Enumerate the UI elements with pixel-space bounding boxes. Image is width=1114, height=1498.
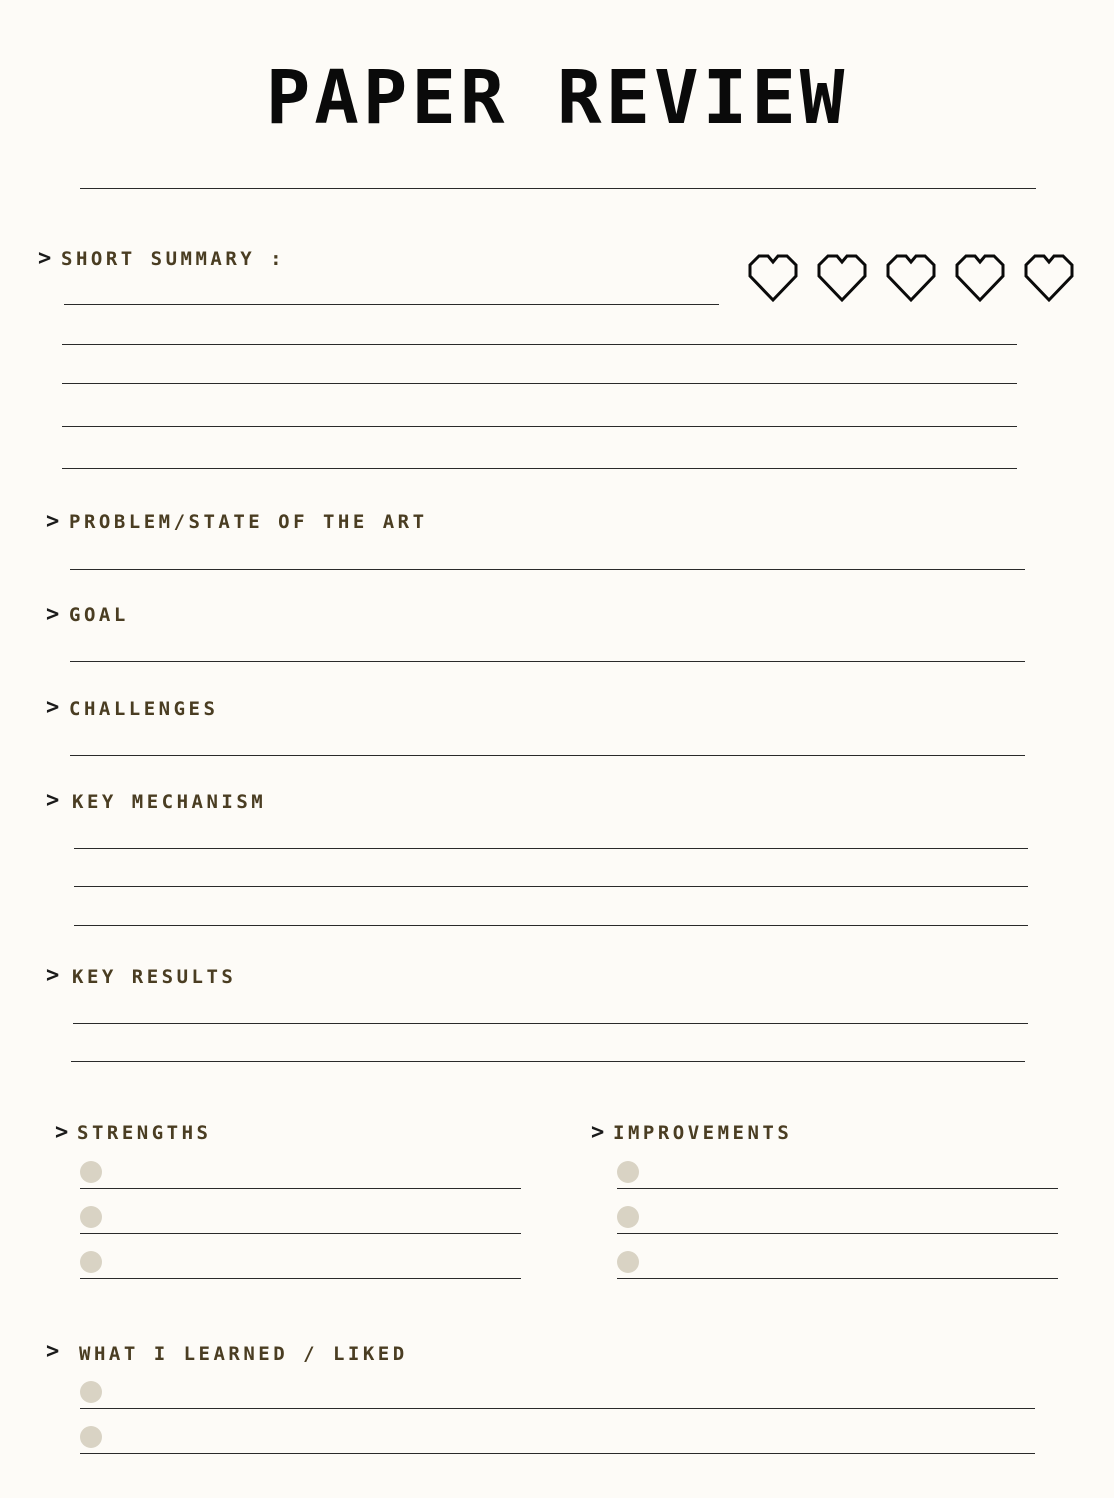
strengths-arrow-icon: > <box>55 1120 69 1145</box>
summary-line-4[interactable] <box>62 426 1017 427</box>
improvement-line-1[interactable] <box>617 1188 1058 1189</box>
short-summary-label: SHORT SUMMARY : <box>61 248 286 270</box>
key-results-arrow-icon: > <box>46 963 60 988</box>
heart-icon[interactable] <box>882 250 939 306</box>
bullet-dot-icon <box>617 1161 639 1183</box>
improvement-line-3[interactable] <box>617 1278 1058 1279</box>
goal-arrow-icon: > <box>46 602 60 627</box>
heart-icon[interactable] <box>744 250 801 306</box>
strengths-label: STRENGTHS <box>77 1122 212 1144</box>
challenges-arrow-icon: > <box>46 695 60 720</box>
rating-hearts[interactable] <box>744 250 1080 306</box>
problem-label: PROBLEM/STATE OF THE ART <box>69 511 428 533</box>
learned-line-1[interactable] <box>80 1408 1035 1409</box>
learned-label: WHAT I LEARNED / LIKED <box>79 1343 408 1365</box>
key-results-label: KEY RESULTS <box>72 966 237 988</box>
key-mechanism-label: KEY MECHANISM <box>72 791 267 813</box>
problem-arrow-icon: > <box>46 509 60 534</box>
title-underline <box>80 188 1036 189</box>
learned-arrow-icon: > <box>46 1339 60 1364</box>
bullet-dot-icon <box>80 1381 102 1403</box>
goal-line-1[interactable] <box>70 661 1025 662</box>
strength-line-2[interactable] <box>80 1233 521 1234</box>
key-mechanism-line-2[interactable] <box>74 886 1028 887</box>
challenges-label: CHALLENGES <box>69 698 219 720</box>
problem-line-1[interactable] <box>70 569 1025 570</box>
summary-line-1[interactable] <box>64 304 719 305</box>
key-mechanism-line-1[interactable] <box>74 848 1028 849</box>
summary-line-5[interactable] <box>62 468 1017 469</box>
page-title: PAPER REVIEW <box>265 55 849 141</box>
learned-line-2[interactable] <box>80 1453 1035 1454</box>
challenges-line-1[interactable] <box>70 755 1025 756</box>
key-results-line-1[interactable] <box>73 1023 1028 1024</box>
strength-line-3[interactable] <box>80 1278 521 1279</box>
improvement-line-2[interactable] <box>617 1233 1058 1234</box>
bullet-dot-icon <box>80 1251 102 1273</box>
summary-line-3[interactable] <box>62 383 1017 384</box>
bullet-dot-icon <box>617 1206 639 1228</box>
improvements-arrow-icon: > <box>591 1120 605 1145</box>
heart-icon[interactable] <box>951 250 1008 306</box>
bullet-dot-icon <box>80 1206 102 1228</box>
short-summary-arrow-icon: > <box>38 246 52 271</box>
bullet-dot-icon <box>80 1161 102 1183</box>
heart-icon[interactable] <box>1020 250 1077 306</box>
bullet-dot-icon <box>80 1426 102 1448</box>
key-mechanism-line-3[interactable] <box>74 925 1028 926</box>
key-mechanism-arrow-icon: > <box>46 788 60 813</box>
heart-icon[interactable] <box>813 250 870 306</box>
summary-line-2[interactable] <box>62 344 1017 345</box>
key-results-line-2[interactable] <box>71 1061 1025 1062</box>
strength-line-1[interactable] <box>80 1188 521 1189</box>
bullet-dot-icon <box>617 1251 639 1273</box>
goal-label: GOAL <box>69 604 129 626</box>
improvements-label: IMPROVEMENTS <box>613 1122 793 1144</box>
